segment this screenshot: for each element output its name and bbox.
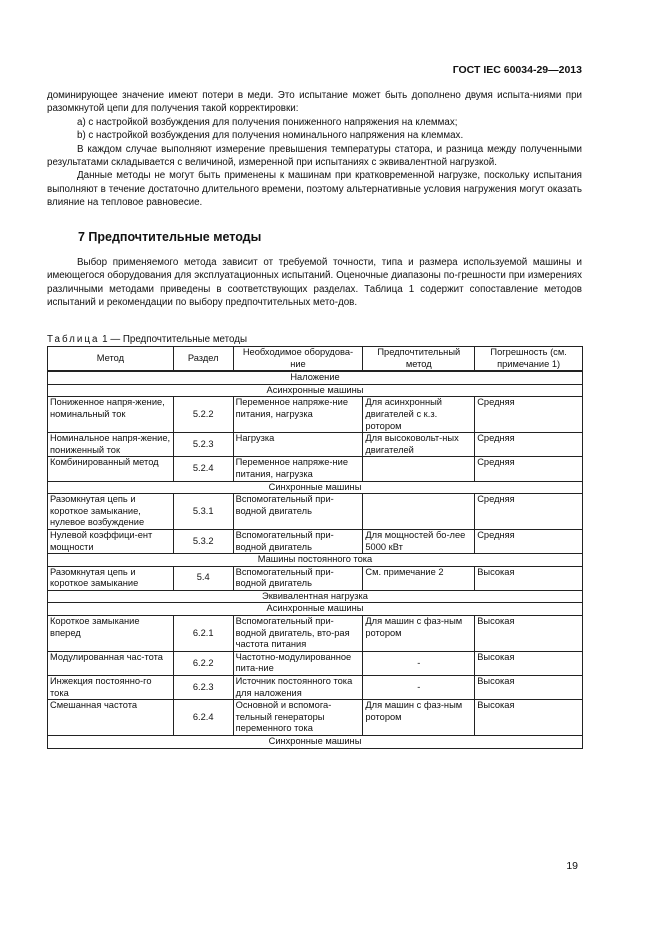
header-method: Метод bbox=[48, 347, 174, 372]
table-row bbox=[48, 566, 583, 590]
cell-accuracy: Средняя bbox=[475, 397, 583, 433]
cell-accuracy: Высокая bbox=[475, 700, 583, 736]
table-row bbox=[48, 494, 583, 530]
section-text bbox=[47, 256, 582, 310]
cell-equipment: Основной и вспомога-тельный генераторы переменного тока bbox=[233, 700, 363, 736]
cell-equipment: Вспомогательный при-водной двигатель, вто-рая частота питания bbox=[233, 616, 363, 652]
cell-method: Нулевой коэффици-ент мощности bbox=[48, 529, 174, 553]
cell-accuracy: Средняя bbox=[475, 457, 583, 481]
subgroup-row bbox=[48, 481, 583, 494]
cell-preferred: Для машин с фаз-ным ротором bbox=[363, 700, 475, 736]
cell-method: Номинальное напря-жение, пониженный ток bbox=[48, 433, 174, 457]
table-caption-label: Таблица bbox=[47, 334, 100, 345]
cell-accuracy: Средняя bbox=[475, 494, 583, 530]
subgroup-row bbox=[48, 603, 583, 616]
cell-preferred: См. примечание 2 bbox=[363, 566, 475, 590]
subgroup-label: Асинхронные машины bbox=[48, 384, 583, 397]
table-row bbox=[48, 676, 583, 700]
table-row bbox=[48, 433, 583, 457]
table-row bbox=[48, 616, 583, 652]
table-row bbox=[48, 700, 583, 736]
subgroup-row bbox=[48, 384, 583, 397]
header-section: Раздел bbox=[173, 347, 233, 372]
cell-preferred: Для мощностей бо-лее 5000 кВт bbox=[363, 529, 475, 553]
cell-preferred: Для асинхронный двигателей с к.з. ротором bbox=[363, 397, 475, 433]
cell-accuracy: Средняя bbox=[475, 433, 583, 457]
cell-equipment: Частотно-модулированное пита-ние bbox=[233, 651, 363, 675]
cell-section: 5.3.1 bbox=[173, 494, 233, 530]
cell-equipment: Нагрузка bbox=[233, 433, 363, 457]
table-row bbox=[48, 397, 583, 433]
cell-section: 6.2.2 bbox=[173, 651, 233, 675]
cell-equipment: Переменное напряже-ние питания, нагрузка bbox=[233, 457, 363, 481]
intro-text bbox=[47, 89, 582, 210]
table-row bbox=[48, 529, 583, 553]
cell-preferred: - bbox=[363, 676, 475, 700]
cell-section: 5.2.4 bbox=[173, 457, 233, 481]
cell-method: Разомкнутая цепь и короткое замыкание bbox=[48, 566, 174, 590]
list-item: b) с настройкой возбуждения для получения номинального напряжения на клеммах. bbox=[77, 130, 464, 142]
cell-equipment: Переменное напряже-ние питания, нагрузка bbox=[233, 397, 363, 433]
table-header-row bbox=[48, 347, 583, 372]
group-row bbox=[48, 590, 583, 603]
cell-method: Комбинированный метод bbox=[48, 457, 174, 481]
cell-section: 5.2.3 bbox=[173, 433, 233, 457]
standard-designation: ГОСТ IEC 60034-29—2013 bbox=[452, 64, 582, 76]
page-number: 19 bbox=[566, 860, 578, 872]
cell-method: Модулированная час-тота bbox=[48, 651, 174, 675]
cell-preferred: - bbox=[363, 651, 475, 675]
cell-section: 6.2.3 bbox=[173, 676, 233, 700]
cell-section: 6.2.4 bbox=[173, 700, 233, 736]
table-row bbox=[48, 651, 583, 675]
cell-section: 6.2.1 bbox=[173, 616, 233, 652]
cell-preferred bbox=[363, 457, 475, 481]
cell-accuracy: Высокая bbox=[475, 651, 583, 675]
cell-preferred bbox=[363, 494, 475, 530]
paragraph: В каждом случае выполняют измерение превышения температуры статора, и разница между полученными результатами складывается с величиной, измеренной при испытаниях с эквивалентной нагрузкой. bbox=[47, 143, 582, 169]
methods-table bbox=[47, 346, 583, 749]
cell-preferred: Для высоковольт-ных двигателей bbox=[363, 433, 475, 457]
list-item: а) с настройкой возбуждения для получения пониженного напряжения на клеммах; bbox=[77, 116, 458, 128]
cell-accuracy: Высокая bbox=[475, 676, 583, 700]
group-row bbox=[48, 371, 583, 384]
subgroup-row bbox=[48, 554, 583, 567]
table-caption bbox=[47, 334, 247, 345]
table-row bbox=[48, 457, 583, 481]
cell-method: Смешанная частота bbox=[48, 700, 174, 736]
subgroup-label: Асинхронные машины bbox=[48, 603, 583, 616]
cell-section: 5.4 bbox=[173, 566, 233, 590]
header-preferred: Предпочтительный метод bbox=[363, 347, 475, 372]
cell-equipment: Вспомогательный при-водной двигатель bbox=[233, 529, 363, 553]
cell-section: 5.3.2 bbox=[173, 529, 233, 553]
cell-preferred: Для машин с фаз-ным ротором bbox=[363, 616, 475, 652]
cell-method: Пониженное напря-жение, номинальный ток bbox=[48, 397, 174, 433]
header-accuracy: Погрешность (см. примечание 1) bbox=[475, 347, 583, 372]
paragraph: доминирующее значение имеют потери в меди. Это испытание может быть дополнено двумя испыта-ниями при разомкнутой цепи для получения такой корректировки: bbox=[47, 90, 582, 115]
cell-accuracy: Высокая bbox=[475, 566, 583, 590]
section-heading: 7 Предпочтительные методы bbox=[78, 230, 262, 244]
header-equipment: Необходимое оборудова-ние bbox=[233, 347, 363, 372]
paragraph: Данные методы не могут быть применены к машинам при кратковременной нагрузке, поскольку испытания выполняют в течение достаточно длительного времени, поэтому альтернативные условия нагружения могут оказать влияние на тепловое равновесие. bbox=[47, 170, 582, 209]
group-label: Наложение bbox=[48, 371, 583, 384]
cell-equipment: Источник постоянного тока для наложения bbox=[233, 676, 363, 700]
cell-accuracy: Высокая bbox=[475, 616, 583, 652]
cell-method: Разомкнутая цепь и короткое замыкание, нулевое возбуждение bbox=[48, 494, 174, 530]
cell-accuracy: Средняя bbox=[475, 529, 583, 553]
cell-method: Короткое замыкание вперед bbox=[48, 616, 174, 652]
subgroup-label: Синхронные машины bbox=[48, 736, 583, 749]
table-caption-title: 1 — Предпочтительные методы bbox=[99, 334, 248, 345]
cell-equipment: Вспомогательный при-водной двигатель bbox=[233, 494, 363, 530]
subgroup-label: Синхронные машины bbox=[48, 481, 583, 494]
paragraph: Выбор применяемого метода зависит от требуемой точности, типа и размера используемой машины и имеющегося оборудования для эксплуатационных испытаний. Оценочные диапазоны по-грешности при измерениях различными методами приведены в соответствующих разделах. Таблица 1 содержит сопоставление методов испытаний и рекомендации по выбору предпочтительных мето-дов. bbox=[47, 257, 582, 309]
cell-equipment: Вспомогательный при-водной двигатель bbox=[233, 566, 363, 590]
subgroup-row bbox=[48, 736, 583, 749]
cell-section: 5.2.2 bbox=[173, 397, 233, 433]
group-label: Эквивалентная нагрузка bbox=[48, 590, 583, 603]
subgroup-label: Машины постоянного тока bbox=[48, 554, 583, 567]
cell-method: Инжекция постоянно-го тока bbox=[48, 676, 174, 700]
